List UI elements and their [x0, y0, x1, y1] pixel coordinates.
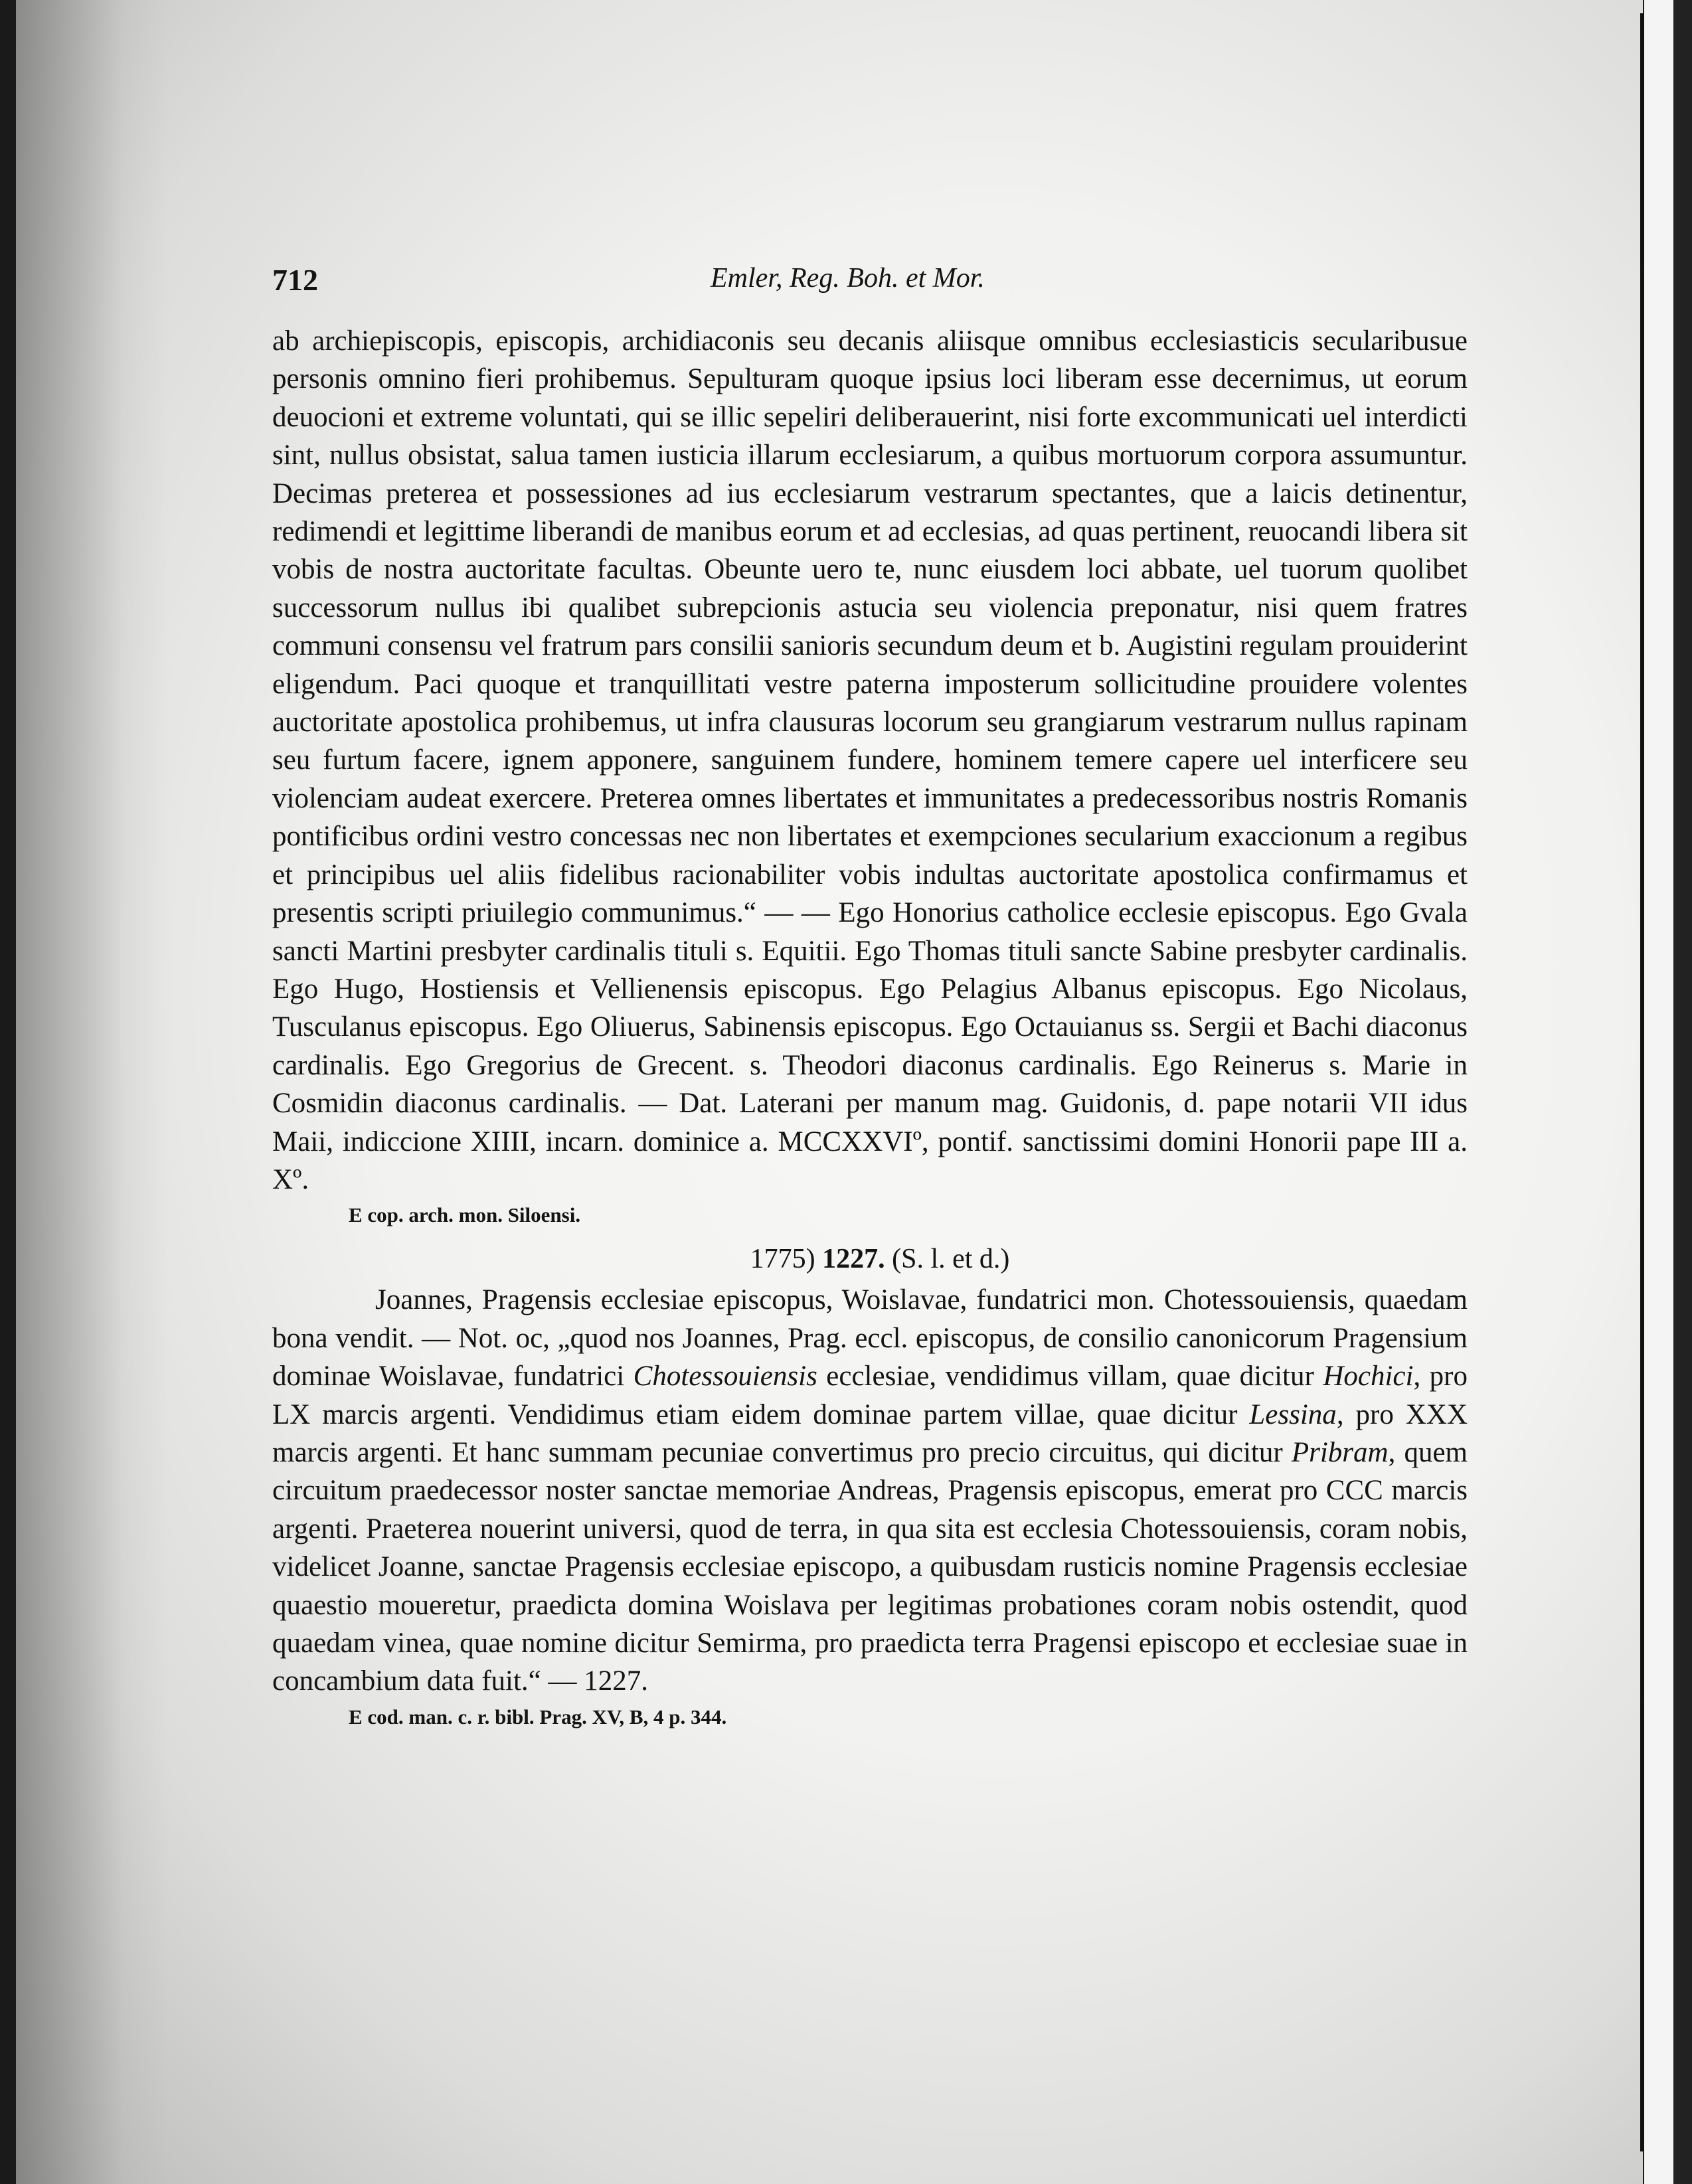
text-segment: , pro XXX marcis argenti. Et hanc summam pecuniae convertimus pro precio circuitus, qui dicitur: [272, 1398, 1468, 1468]
place-name-italic: Lessina: [1249, 1398, 1337, 1430]
charter-number: 1775): [750, 1244, 815, 1275]
charter-1775-heading: [272, 1240, 1468, 1278]
text-segment: , quem circuitum praedecessor noster sanctae memoriae Andreas, Pragensis episcopus, emerat pro CCC marcis argenti. Praeterea nouerint universi, quod de terra, in qua sita est ecclesia Chotessouiensis, coram nobis, videlicet Joanne, sanctae Pragensis ecclesiae episcopo, a quibusdam rusticis nomine Pragensis ecclesiae quaestio moueretur, praedicta domina Woislava per legitimas probationes coram nobis ostendit, quod quaedam vinea, quae nomine dicitur Semirma, pro praedicta terra Pragensi episcopo et ecclesiae suae in concambium data fuit.“ — 1227.: [272, 1436, 1468, 1697]
text-segment: Joannes, Pragensis ecclesiae episcopus, Woislavae, fundatrici mon. Chotessouiensis, quaedam bona vendit. — Not. oc, „quod nos Joannes, Prag. eccl. episcopus, de consilio canonicorum Pragensium dominae Woislavae, fundatrici: [272, 1284, 1468, 1392]
page-header: [272, 262, 1468, 302]
charter-date-note: (S. l. et d.): [892, 1244, 1010, 1275]
text-segment: ecclesiae, vendidimus villam, quae dicitur: [817, 1361, 1323, 1392]
page-gutter-shadow: [16, 0, 169, 2184]
place-name-italic: Hochici: [1323, 1361, 1414, 1392]
charter-year: 1227.: [822, 1244, 885, 1275]
charter-1775-source: E cod. man. c. r. bibl. Prag. XV, B, 4 p. 344.: [349, 1705, 727, 1728]
scan-border-right: [1673, 0, 1692, 2184]
page-number: 712: [272, 263, 318, 297]
place-name-italic: Chotessouiensis: [633, 1361, 817, 1392]
charter-1775-text: [272, 1281, 1468, 1700]
charter-1774-source: E cop. arch. mon. Siloensi.: [349, 1203, 581, 1227]
page-content: [272, 262, 1468, 1732]
charter-1774-text: ab archiepiscopis, episcopis, archidiaconis seu decanis aliisque omnibus ecclesiasticis secularibusue personis omnino fieri prohibemus. Sepulturam quoque ipsius loci liberam esse decernimus, ut eorum deuocioni et extreme voluntati, qui se illic sepeliri deliberauerint, nisi forte excommunicati uel interdicti sint, nullus obsistat, salua tamen iusticia illarum ecclesiarum, a quibus mortuorum corpora assumuntur. Decimas preterea et possessiones ad ius ecclesiarum vestrarum spectantes, que a laicis detinentur, redimendi et legittime liberandi de manibus eorum et ad ecclesias, ad quas pertinent, reuocandi libera sit vobis de nostra auctoritate facultas. Obeunte uero te, nunc eiusdem loci abbate, uel tuorum quolibet successorum nullus ibi qualibet subrepcionis astucia seu violencia preponatur, nisi quem fratres communi consensu vel fratrum pars consilii sanioris secundum deum et b. Augistini regulam prouiderint eligendum. Paci quoque et tranquillitati vestre paterna imposterum sollicitudine prouidere volentes auctoritate apostolica prohibemus, ut infra clausuras locorum seu grangiarum vestrarum nullus rapinam seu furtum facere, ignem apponere, sanguinem fundere, hominem temere capere uel interficere seu violenciam audeat exercere. Preterea omnes libertates et immunitates a predecessoribus nostris Romanis pontificibus ordini vestro concessas nec non libertates et exempciones secularium exaccionum a regibus et principibus uel aliis fidelibus racionabiliter vobis indultas auctoritate apostolica confirmamus et presentis scripti priuilegio communimus.“ — — Ego Honorius catholice ecclesie episcopus. Ego Gvala sancti Martini presbyter cardinalis tituli s. Equitii. Ego Thomas tituli sancte Sabine presbyter cardinalis. Ego Hugo, Hostiensis et Vellienensis episcopus. Ego Pelagius Albanus episcopus. Ego Nicolaus, Tusculanus episcopus. Ego Oliuerus, Sabinensis episcopus. Ego Octauianus ss. Sergii et Bachi diaconus cardinalis. Ego Gregorius de Grecent. s. Theodori diaconus cardinalis. Ego Reinerus s. Marie in Cosmidin diaconus cardinalis. — Dat. Laterani per manum mag. Guidonis, d. pape notarii VII idus Maii, indiccione XIIII, incarn. dominice a. MCCXXVIº, pontif. sanctissimi domini Honorii pape III a. Xº.: [272, 325, 1468, 1195]
place-name-italic: Pribram: [1291, 1436, 1389, 1468]
running-head: Emler, Reg. Boh. et Mor.: [711, 263, 985, 294]
text-segment: , pro LX marcis argenti. Vendidimus etiam eidem dominae partem villae, quae dicitur: [272, 1361, 1468, 1430]
